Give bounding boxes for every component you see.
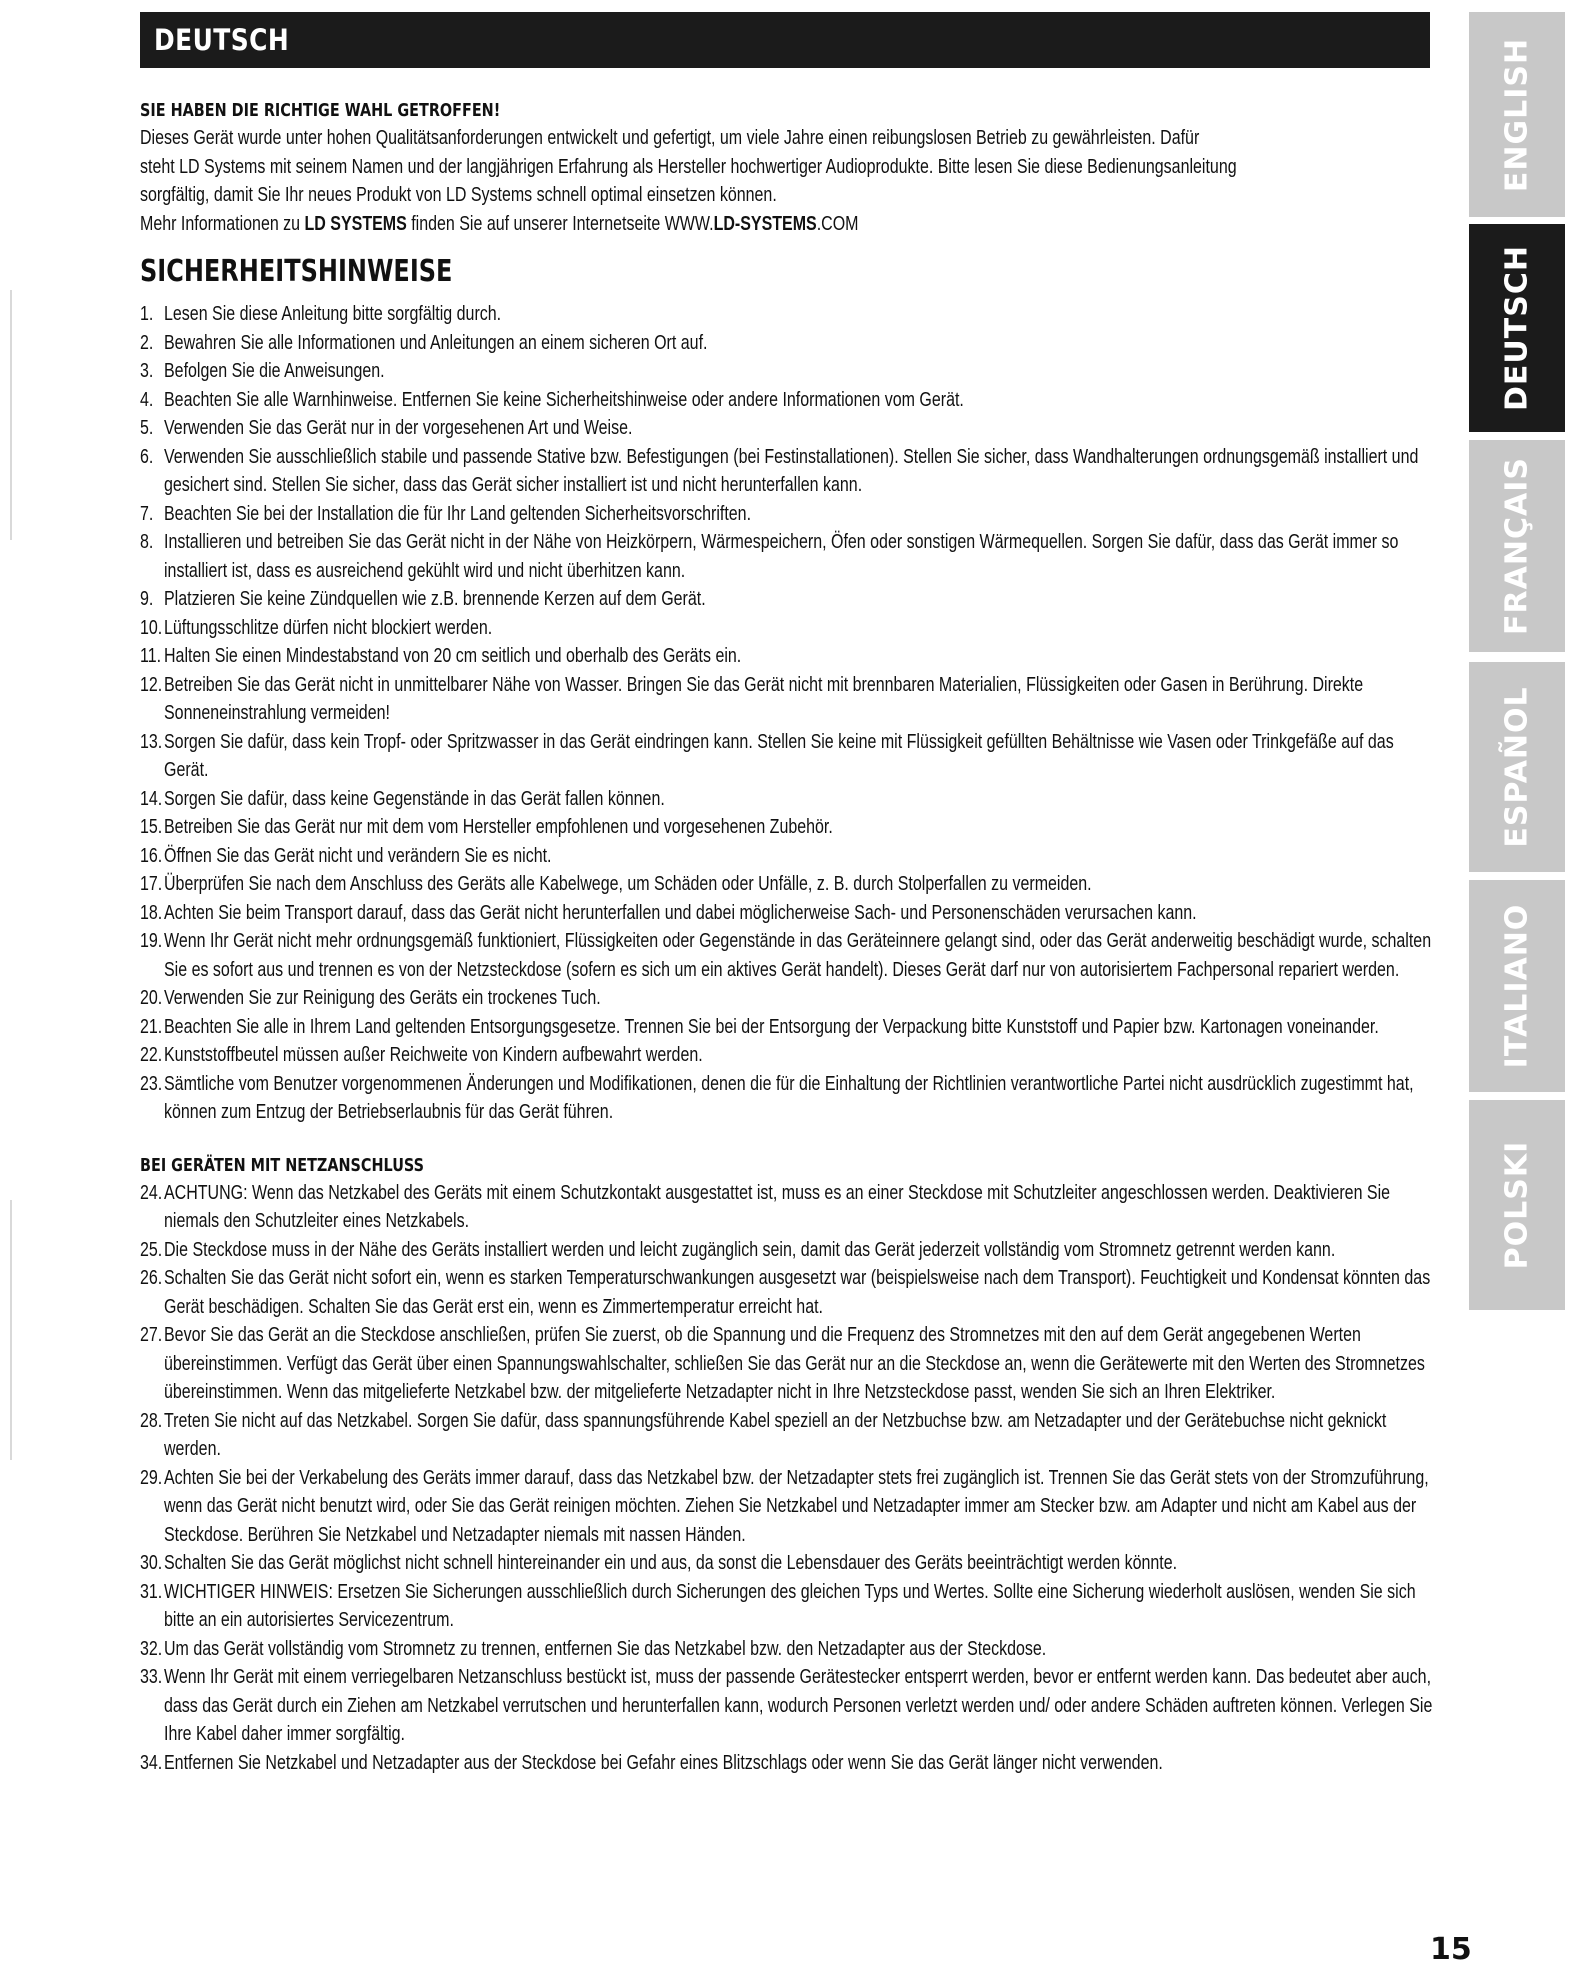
website-link-suffix[interactable]: .COM xyxy=(816,212,859,235)
list-item xyxy=(140,870,1440,899)
list-item xyxy=(140,1070,1440,1127)
list-item-number: 27. xyxy=(140,1324,163,1346)
safety-list xyxy=(140,300,1440,1127)
tab-english[interactable] xyxy=(1469,12,1565,217)
list-item-text: Achten Sie bei der Verkabelung des Geräts immer darauf, dass das Netzkabel bzw. der Netzadapter stets frei zugänglich ist. Trennen Sie das Gerät stets von der Stromzuführung, wenn das Gerät nicht benutzt wird, oder Sie das Gerät reinigen möchten. Ziehen Sie Netzkabel und Netzadapter immer am Stecker bzw. am Adapter und nicht am Kabel aus der Steckdose. Berühren Sie Netzkabel und Netzadapter niemals mit nassen Händen. xyxy=(164,1466,1429,1546)
list-item xyxy=(140,1264,1440,1321)
list-item-number: 6. xyxy=(140,445,154,468)
list-item xyxy=(140,813,1440,842)
list-item-number: 7. xyxy=(140,502,154,525)
list-item xyxy=(140,1663,1440,1749)
list-item-text: Um das Gerät vollständig vom Stromnetz zu trennen, entfernen Sie das Netzkabel bzw. den Netzadapter aus der Steckdose. xyxy=(164,1637,1047,1660)
list-item-number: 16. xyxy=(140,844,163,867)
intro-line: steht LD Systems mit seinem Namen und der langjährigen Erfahrung als Hersteller hochwertiger Audioprodukte. Bitte lesen Sie diese Bedienungsanleitung xyxy=(140,155,1237,178)
list-item-number: 3. xyxy=(140,360,154,382)
page-number: 15 xyxy=(1430,1932,1472,1967)
list-item-number: 29. xyxy=(140,1466,163,1489)
list-item-number: 11. xyxy=(140,645,162,667)
website-link-bold[interactable]: LD-SYSTEMS xyxy=(713,212,817,235)
list-item-number: 31. xyxy=(140,1580,163,1603)
margin-line-bottom xyxy=(10,1200,12,1460)
mains-list xyxy=(140,1179,1440,1778)
list-item-text: Bevor Sie das Gerät an die Steckdose anschließen, prüfen Sie zuerst, ob die Spannung und die Frequenz des Stromnetzes mit den auf dem Gerät angegebenen Werten übereinstimmen. Verfügt das Gerät über einen Spannungswahlschalter, schließen Sie das Gerät nur an die Steckdose an, wenn die Gerätewerte mit den Werten des Stromnetzes übereinstimmen. Wenn das mitgelieferte Netzkabel bzw. der mitgelieferte Netzadapter nicht in Ihre Netzsteckdose passt, wenden Sie sich an Ihren Elektriker. xyxy=(164,1324,1425,1403)
list-item-number: 4. xyxy=(140,388,154,411)
list-item-number: 21. xyxy=(140,1015,163,1038)
list-item-number: 12. xyxy=(140,673,163,696)
tab-label: ENGLISH xyxy=(1499,37,1535,192)
list-item xyxy=(140,642,1440,671)
list-item-text: Verwenden Sie zur Reinigung des Geräts ein trockenes Tuch. xyxy=(164,987,601,1009)
list-item-text: Beachten Sie bei der Installation die für Ihr Land geltenden Sicherheitsvorschriften. xyxy=(164,502,752,525)
list-item-text: Schalten Sie das Gerät nicht sofort ein, wenn es starken Temperaturschwankungen ausgesetzt war (beispielsweise nach dem Transport). Feuchtigkeit und Kondensat könnten das Gerät beschädigen. Schalten Sie das Gerät erst ein, wenn es Zimmertemperatur erreicht hat. xyxy=(164,1267,1431,1318)
list-item-number: 8. xyxy=(140,531,154,553)
list-item xyxy=(140,728,1440,785)
list-item xyxy=(140,1578,1440,1635)
list-item xyxy=(140,614,1440,643)
list-item xyxy=(140,785,1440,814)
list-item-number: 23. xyxy=(140,1072,163,1095)
mains-heading: BEI GERÄTEN MIT NETZANSCHLUSS xyxy=(140,1154,424,1176)
tab-label: FRANÇAIS xyxy=(1499,457,1535,635)
list-item-number: 18. xyxy=(140,901,163,924)
section-gap xyxy=(140,1127,1440,1153)
list-item-number: 20. xyxy=(140,987,163,1009)
list-item-text: Schalten Sie das Gerät möglichst nicht schnell hintereinander ein und aus, da sonst die Lebensdauer des Geräts beeinträchtigt werden könnte. xyxy=(164,1552,1178,1574)
language-tabs xyxy=(1469,12,1565,1622)
list-item-number: 34. xyxy=(140,1751,163,1774)
list-item xyxy=(140,1179,1440,1236)
list-item-text: Beachten Sie alle in Ihrem Land geltenden Entsorgungsgesetze. Trennen Sie bei der Entsorgung der Verpackung bitte Kunststoff und Papier bzw. Kartonagen voneinander. xyxy=(164,1015,1379,1038)
tab-espanol[interactable] xyxy=(1469,662,1565,872)
list-item xyxy=(140,585,1440,614)
tab-francais[interactable] xyxy=(1469,440,1565,652)
tab-polski[interactable] xyxy=(1469,1100,1565,1310)
list-item xyxy=(140,414,1440,443)
list-item-number: 24. xyxy=(140,1181,163,1204)
list-item-text: WICHTIGER HINWEIS: Ersetzen Sie Sicherungen ausschließlich durch Sicherungen des gleichen Typs und Wertes. Sollte eine Sicherung wiederholt auslösen, wenden Sie sich bitte an ein autorisiertes Servicezentrum. xyxy=(164,1580,1416,1631)
intro-heading: SIE HABEN DIE RICHTIGE WAHL GETROFFEN! xyxy=(140,100,501,121)
list-item-text: Verwenden Sie das Gerät nur in der vorgesehenen Art und Weise. xyxy=(164,417,633,439)
more-info-line xyxy=(140,210,1440,239)
list-item-text: Wenn Ihr Gerät nicht mehr ordnungsgemäß funktioniert, Flüssigkeiten oder Gegenstände in das Geräteinnere gelangt sind, oder das Gerät anderweitig beschädigt wurde, schalten Sie es sofort aus und trennen es von der Netzsteckdose (sofern es sich um ein aktives Gerät handelt). Dieses Gerät darf nur von autorisiertem Fachpersonal repariert werden. xyxy=(164,930,1432,981)
list-item xyxy=(140,1041,1440,1070)
list-item-text: Lüftungsschlitze dürfen nicht blockiert werden. xyxy=(164,616,493,639)
list-item-text: Sorgen Sie dafür, dass kein Tropf- oder Spritzwasser in das Gerät eindringen kann. Stellen Sie keine mit Flüssigkeit gefüllten Behältnisse wie Vasen oder Trinkgefäße auf das Gerät. xyxy=(164,730,1394,781)
list-item xyxy=(140,300,1440,329)
list-item xyxy=(140,443,1440,500)
list-item xyxy=(140,528,1440,585)
intro-line: sorgfältig, damit Sie Ihr neues Produkt von LD Systems schnell optimal einsetzen können. xyxy=(140,184,777,206)
list-item-text: Überprüfen Sie nach dem Anschluss des Geräts alle Kabelwege, um Schäden oder Unfälle, z. B. durch Stolperfallen zu vermeiden. xyxy=(164,873,1092,895)
safety-title: SICHERHEITSHINWEISE xyxy=(140,254,453,289)
list-item-text: Die Steckdose muss in der Nähe des Geräts installiert werden und leicht zugänglich sein, damit das Gerät jederzeit vollständig vom Stromnetz getrennt werden kann. xyxy=(164,1238,1336,1261)
list-item-number: 26. xyxy=(140,1267,163,1289)
intro-line: Dieses Gerät wurde unter hohen Qualitätsanforderungen entwickelt und gefertigt, um viele Jahre einen reibungslosen Betrieb zu gewährleisten. Dafür xyxy=(140,127,1200,149)
list-item-text: Öffnen Sie das Gerät nicht und verändern Sie es nicht. xyxy=(164,844,552,867)
list-item-text: Verwenden Sie ausschließlich stabile und passende Stative bzw. Befestigungen (bei Festinstallationen). Stellen Sie sicher, dass Wandhalterungen ordnungsgemäß installiert und gesichert sind. Stellen Sie sicher, dass das Gerät sicher installiert ist und nicht herunterfallen kann. xyxy=(164,445,1419,496)
tab-italiano[interactable] xyxy=(1469,880,1565,1092)
list-item-text: Installieren und betreiben Sie das Gerät nicht in der Nähe von Heizkörpern, Wärmespeichern, Öfen oder sonstigen Wärmequellen. Sorgen Sie dafür, dass das Gerät immer so installiert ist, dass es ausreichend gekühlt wird und nicht überhitzen kann. xyxy=(164,531,1399,582)
list-item xyxy=(140,386,1440,415)
list-item-text: Lesen Sie diese Anleitung bitte sorgfältig durch. xyxy=(164,303,502,325)
list-item xyxy=(140,500,1440,529)
list-item-number: 5. xyxy=(140,417,154,439)
list-item-number: 1. xyxy=(140,303,154,325)
list-item-number: 15. xyxy=(140,816,163,838)
list-item-text: Sämtliche vom Benutzer vorgenommenen Änderungen und Modifikationen, denen die für die Einhaltung der Richtlinien verantwortliche Partei nicht ausdrücklich zugestimmt hat, können zum Entzug der Betriebserlaubnis für das Gerät führen. xyxy=(164,1072,1414,1123)
list-item-number: 19. xyxy=(140,930,163,952)
list-item xyxy=(140,1407,1440,1464)
more-info-middle: finden Sie auf unserer Internetseite WWW. xyxy=(406,212,714,235)
list-item-text: Betreiben Sie das Gerät nur mit dem vom Hersteller empfohlenen und vorgesehenen Zubehör. xyxy=(164,816,833,838)
header-title: DEUTSCH xyxy=(154,23,290,57)
list-item-number: 10. xyxy=(140,616,163,639)
list-item xyxy=(140,329,1440,358)
list-item-number: 17. xyxy=(140,873,163,895)
tab-deutsch[interactable] xyxy=(1469,224,1565,432)
list-item xyxy=(140,1013,1440,1042)
tab-label: ESPAÑOL xyxy=(1499,686,1535,848)
list-item xyxy=(140,1464,1440,1550)
list-item xyxy=(140,842,1440,871)
list-item-number: 32. xyxy=(140,1637,163,1660)
list-item-text: Achten Sie beim Transport darauf, dass das Gerät nicht herunterfallen und dabei möglicherweise Sach- und Personenschäden verursachen kann. xyxy=(164,901,1197,924)
tab-label: DEUTSCH xyxy=(1499,245,1535,411)
list-item-number: 2. xyxy=(140,331,154,354)
list-item xyxy=(140,1549,1440,1578)
list-item xyxy=(140,1749,1440,1778)
list-item-number: 9. xyxy=(140,588,154,610)
tab-label: POLSKI xyxy=(1499,1140,1535,1270)
list-item-number: 28. xyxy=(140,1409,163,1432)
tab-label: ITALIANO xyxy=(1499,903,1535,1069)
list-item xyxy=(140,1236,1440,1265)
list-item-number: 30. xyxy=(140,1552,163,1574)
more-info-prefix: Mehr Informationen zu xyxy=(140,212,305,235)
list-item-text: Betreiben Sie das Gerät nicht in unmittelbarer Nähe von Wasser. Bringen Sie das Gerät nicht mit brennbaren Materialien, Flüssigkeiten oder Gasen in Berührung. Direkte Sonneneinstrahlung vermeiden! xyxy=(164,673,1364,724)
list-item-number: 25. xyxy=(140,1238,163,1261)
list-item-text: Beachten Sie alle Warnhinweise. Entfernen Sie keine Sicherheitshinweise oder andere Informationen vom Gerät. xyxy=(164,388,964,411)
margin-line-top xyxy=(10,290,12,540)
intro-section xyxy=(140,98,1440,238)
list-item-text: Treten Sie nicht auf das Netzkabel. Sorgen Sie dafür, dass spannungsführende Kabel speziell an der Netzbuchse bzw. am Netzadapter und der Gerätebuchse nicht geknickt werden. xyxy=(164,1409,1387,1460)
list-item xyxy=(140,984,1440,1013)
list-item-text: Bewahren Sie alle Informationen und Anleitungen an einem sicheren Ort auf. xyxy=(164,331,708,354)
list-item-number: 33. xyxy=(140,1666,163,1688)
list-item xyxy=(140,1321,1440,1407)
list-item-text: Sorgen Sie dafür, dass keine Gegenstände in das Gerät fallen können. xyxy=(164,787,665,810)
list-item xyxy=(140,927,1440,984)
language-header-bar xyxy=(140,12,1430,68)
list-item-text: Halten Sie einen Mindestabstand von 20 cm seitlich und oberhalb des Geräts ein. xyxy=(164,645,742,667)
list-item-text: Kunststoffbeutel müssen außer Reichweite von Kindern aufbewahrt werden. xyxy=(164,1044,703,1066)
list-item-number: 22. xyxy=(140,1044,163,1066)
list-item-number: 13. xyxy=(140,730,163,753)
list-item-text: Platzieren Sie keine Zündquellen wie z.B. brennende Kerzen auf dem Gerät. xyxy=(164,588,706,610)
list-item xyxy=(140,899,1440,928)
list-item xyxy=(140,671,1440,728)
list-item-text: ACHTUNG: Wenn das Netzkabel des Geräts mit einem Schutzkontakt ausgestattet ist, muss es an einer Steckdose mit Schutzleiter angeschlossen werden. Deaktivieren Sie niemals den Schutzleiter eines Netzkabels. xyxy=(164,1181,1391,1232)
list-item xyxy=(140,1635,1440,1664)
list-item-text: Befolgen Sie die Anweisungen. xyxy=(164,360,385,382)
brand-name: LD SYSTEMS xyxy=(304,212,407,235)
list-item-number: 14. xyxy=(140,787,163,810)
main-content xyxy=(140,98,1440,1777)
list-item-text: Wenn Ihr Gerät mit einem verriegelbaren Netzanschluss bestückt ist, muss der passende Gerätestecker entsperrt werden, bevor er entfernt werden kann. Das bedeutet aber auch, dass das Gerät durch ein Ziehen am Netzkabel verrutschen und herunterfallen kann, wodurch Personen verletzt werden und/ oder andere Schäden auftreten können. Verlegen Sie Ihre Kabel daher immer sorgfältig. xyxy=(164,1666,1433,1745)
list-item-text: Entfernen Sie Netzkabel und Netzadapter aus der Steckdose bei Gefahr eines Blitzschlags oder wenn Sie das Gerät länger nicht verwenden. xyxy=(164,1751,1163,1774)
list-item xyxy=(140,357,1440,386)
